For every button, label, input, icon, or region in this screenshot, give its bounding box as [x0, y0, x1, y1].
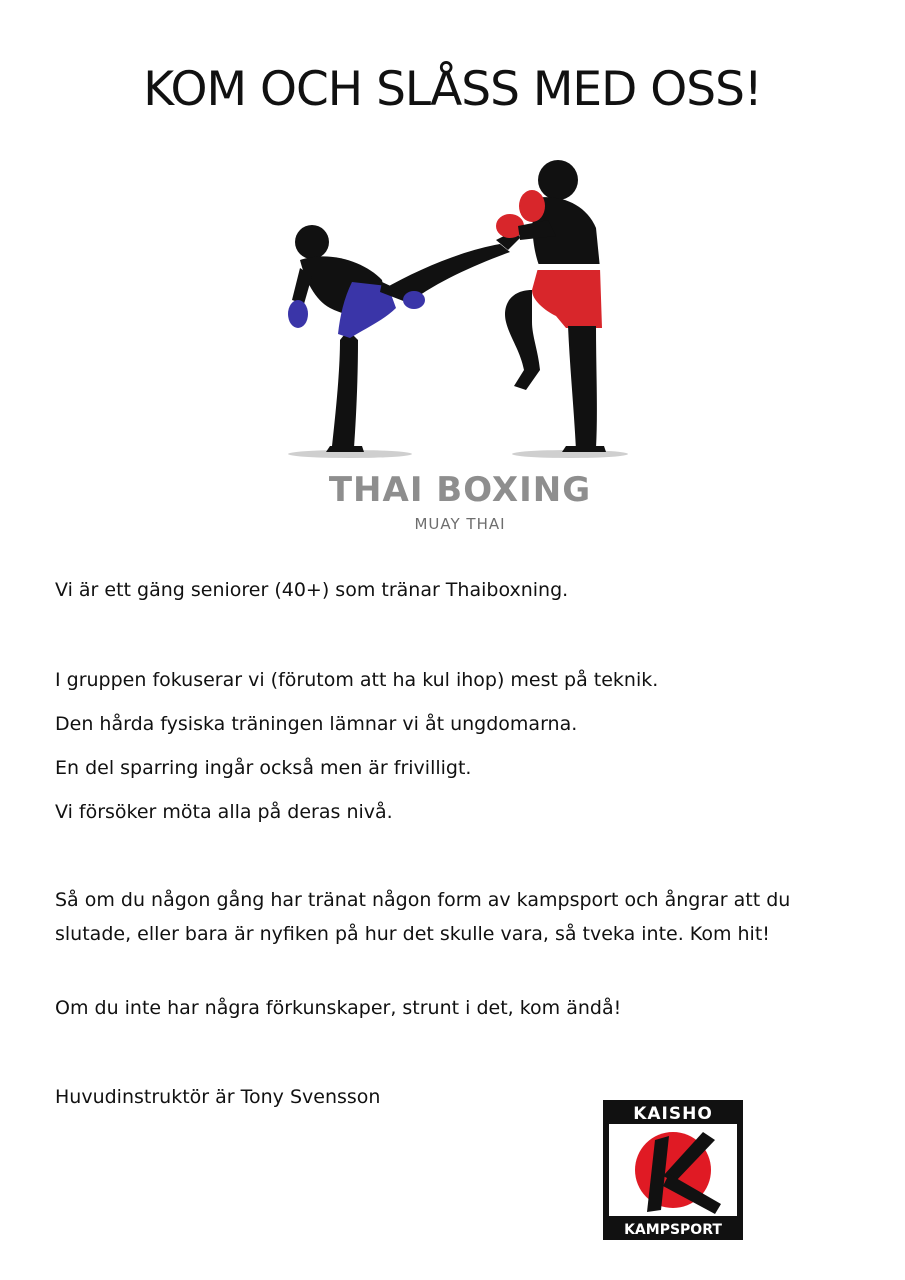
- left-fighter-figure: [288, 225, 520, 452]
- paragraph-sparring: En del sparring ingår också men är frivilligt.: [55, 757, 472, 779]
- kaisho-kampsport-logo: [603, 1100, 743, 1240]
- paragraph-level: Vi försöker möta alla på deras nivå.: [55, 801, 393, 823]
- paragraph-invite-line1: Så om du någon gång har tränat någon form av kampsport och ångrar att du: [55, 889, 791, 911]
- kaisho-top-text: KAISHO: [633, 1104, 713, 1124]
- paragraph-instructor: Huvudinstruktör är Tony Svensson: [55, 1086, 381, 1108]
- thai-boxing-logo-title: THAI BOXING: [328, 470, 592, 510]
- page-title: KOM OCH SLÅSS MED OSS!: [143, 62, 762, 117]
- paragraph-training: Den hårda fysiska träningen lämnar vi åt ungdomarna.: [55, 713, 578, 735]
- thai-boxing-logo-subtitle: MUAY THAI: [414, 515, 506, 533]
- paragraph-no-experience: Om du inte har några förkunskaper, strunt i det, kom ändå!: [55, 997, 622, 1019]
- right-fighter-figure: [496, 160, 606, 452]
- paragraph-focus: I gruppen fokuserar vi (förutom att ha kul ihop) mest på teknik.: [55, 669, 659, 691]
- paragraph-invite-line2: slutade, eller bara är nyfiken på hur det skulle vara, så tveka inte. Kom hit!: [55, 923, 770, 945]
- paragraph-intro: Vi är ett gäng seniorer (40+) som tränar Thaiboxning.: [55, 579, 569, 601]
- kaisho-bottom-text: KAMPSPORT: [624, 1222, 722, 1238]
